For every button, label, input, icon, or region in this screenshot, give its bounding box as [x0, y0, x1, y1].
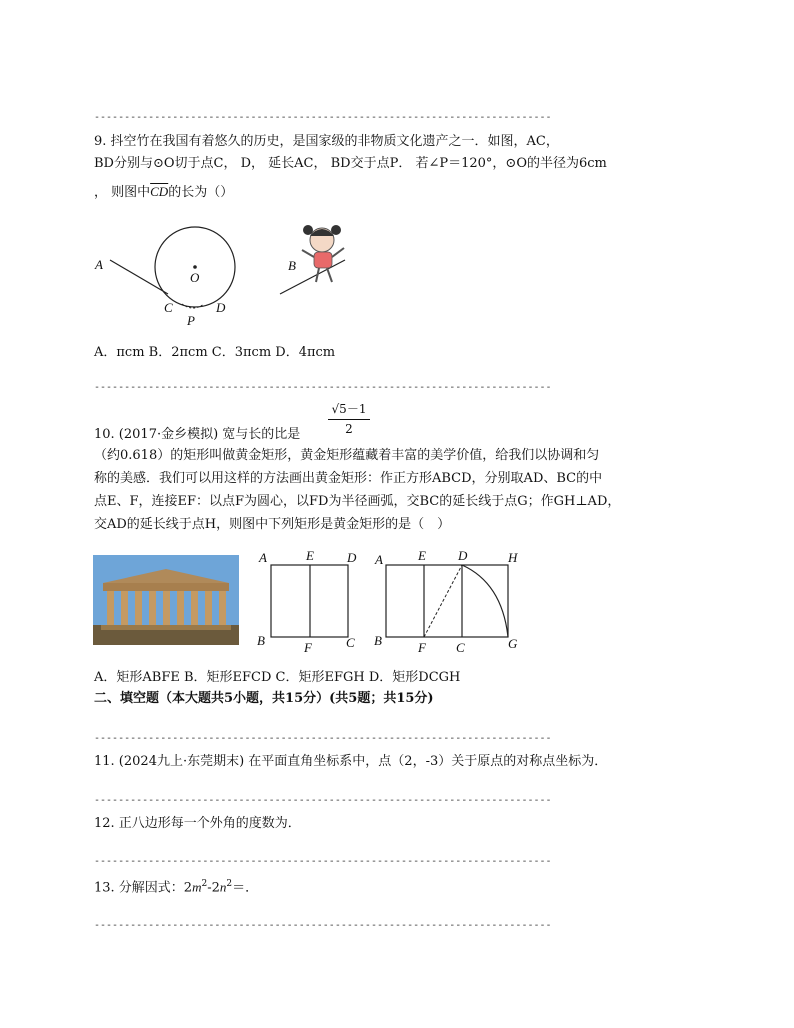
q13 [94, 875, 258, 897]
parthenon-photo [93, 555, 239, 645]
q13-prefix: 13. 分解因式：2 [94, 880, 193, 896]
label-b: B [374, 633, 382, 648]
separator-line: ---------------------------------------------------------------------------- [94, 112, 552, 123]
exponent-2: 2 [201, 879, 208, 889]
q9-options: A．πcm B．2πcm C．3πcm D．4πcm [94, 345, 336, 360]
label-h: H [508, 550, 518, 565]
q11: 11. (2024九上·东莞期末) 在平面直角坐标系中，点（2，-3）关于原点的对称点坐标为． [94, 754, 608, 769]
label-c: C [164, 300, 173, 315]
label-d: D [458, 548, 468, 563]
q10-line4: 点E、F，连接EF：以点F为圆心，以FD为半径画弧，交BC的延长线于点G；作GH⊥AD， [94, 494, 621, 509]
var-m: m [192, 879, 202, 895]
label-d: D [347, 550, 357, 565]
section-2-heading: 二、填空题（本大题共5小题，共15分）(共5题；共15分) [94, 691, 434, 706]
separator-line: ---------------------------------------------------------------------------- [94, 856, 552, 867]
exponent-2: 2 [226, 879, 233, 889]
fraction-numerator: √5－1 [328, 400, 370, 420]
q10-fraction [328, 400, 370, 436]
label-a: A [375, 552, 383, 567]
separator-line: ---------------------------------------------------------------------------- [94, 733, 552, 744]
label-p: P [187, 313, 195, 328]
label-c: C [346, 635, 355, 650]
q9-circle-figure [90, 212, 370, 337]
q10-prefix: 10. (2017·金乡模拟) 宽与长的比是 [94, 427, 301, 442]
q12: 12. 正八边形每一个外角的度数为． [94, 816, 301, 831]
q13-suffix: ＝． [232, 880, 259, 896]
label-e: E [418, 548, 426, 563]
label-f: F [304, 640, 312, 653]
q10-options: A．矩形ABFE B．矩形EFCD C．矩形EFGH D．矩形DCGH [94, 670, 461, 685]
separator-line: ---------------------------------------------------------------------------- [94, 382, 552, 393]
fraction-denominator: 2 [345, 422, 353, 436]
label-d: D [216, 300, 226, 315]
label-e: E [306, 548, 314, 563]
cartoon-child-icon [302, 225, 344, 282]
q10-line2: （约0.618）的矩形叫做黄金矩形，黄金矩形蕴藏着丰富的美学价值，给我们以协调和匀 [94, 448, 600, 463]
q9-line3-prefix: ， 则图中 [94, 185, 151, 200]
arc-cd: $\overline{CD}$ [150, 184, 169, 199]
label-o: O [190, 270, 200, 285]
separator-line: ---------------------------------------------------------------------------- [94, 795, 552, 806]
q10-line5: 交AD的延长线于点H，则图中下列矩形是黄金矩形的是（ ） [94, 517, 451, 532]
q9-line3-suffix: 的长为（） [168, 185, 234, 200]
q13-mid: -2 [207, 880, 220, 896]
label-a: A [259, 550, 267, 565]
separator-line: ---------------------------------------------------------------------------- [94, 920, 552, 931]
q10-line3: 称的美感．我们可以用这样的方法画出黄金矩形：作正方形ABCD，分别取AD、BC的中 [94, 471, 603, 486]
label-b: B [257, 633, 265, 648]
label-a: A [95, 257, 103, 272]
label-b: B [288, 258, 296, 273]
q9-line2: BD分别与⊙O切于点C， D， 延长AC， BD交于点P． 若∠P＝120°，⊙O的半径为6cm [94, 156, 607, 171]
golden-rectangle-figure [372, 548, 527, 653]
label-f: F [418, 640, 426, 653]
q9-line1: 9. 抖空竹在我国有着悠久的历史，是国家级的非物质文化遗产之一．如图，AC， [94, 134, 559, 149]
label-g: G [508, 636, 518, 651]
square-abcd-figure [255, 548, 370, 653]
var-n: n [219, 879, 227, 895]
label-c: C [456, 640, 465, 653]
q9-line3 [94, 183, 233, 202]
